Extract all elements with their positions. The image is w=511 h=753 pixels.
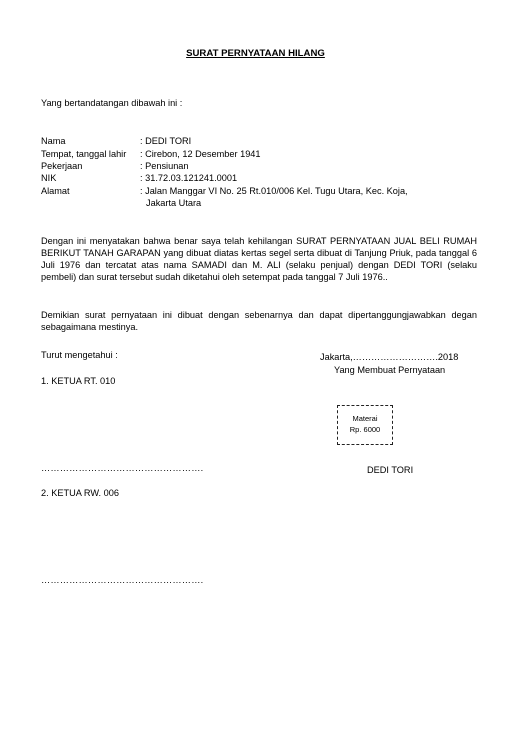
duty-stamp — [337, 405, 393, 445]
place-date: Jakarta,……………………….2018 — [320, 352, 459, 362]
identity-value-address: : Jalan Manggar VI No. 25 Rt.010/006 Kel. Tugu Utara, Kec. Koja, — [140, 186, 408, 196]
witness-2-label: 2. KETUA RW. 006 — [41, 488, 119, 498]
document-title: SURAT PERNYATAAN HILANG — [186, 48, 325, 59]
witness-heading: Turut mengetahui : — [41, 350, 118, 360]
identity-value-address-cont: Jakarta Utara — [146, 198, 202, 208]
witness-1-label: 1. KETUA RT. 010 — [41, 376, 116, 386]
identity-value-name: : DEDI TORI — [140, 136, 192, 146]
identity-value-nik: : 31.72.03.121241.0001 — [140, 173, 238, 183]
identity-label-address: Alamat — [41, 186, 70, 196]
identity-label-occupation: Pekerjaan — [41, 161, 83, 171]
maker-name: DEDI TORI — [367, 465, 414, 475]
witness-2-signature-line: ……………………………………………. — [41, 575, 204, 585]
identity-value-birth: : Cirebon, 12 Desember 1941 — [140, 149, 261, 159]
closing-paragraph: Demikian surat pernyataan ini dibuat dengan sebenarnya dan dapat dipertanggungjawabkan degan sebagaimana mestinya. — [41, 310, 477, 332]
identity-label-name: Nama — [41, 136, 66, 146]
maker-heading: Yang Membuat Pernyataan — [334, 365, 446, 375]
identity-value-occupation: : Pensiunan — [140, 161, 189, 171]
intro-text: Yang bertandatangan dibawah ini : — [41, 98, 183, 108]
stamp-label: Materai — [352, 414, 378, 423]
identity-label-birth: Tempat, tanggal lahir — [41, 149, 127, 159]
identity-label-nik: NIK — [41, 173, 57, 183]
stamp-amount: Rp. 6000 — [349, 424, 381, 434]
statement-paragraph: Dengan ini menyatakan bahwa benar saya telah kehilangan SURAT PERNYATAAN JUAL BELI RUMAH BERIKUT TANAH GARAPAN yang dibuat diatas kertas segel serta dibuat di Tanjung Priuk, pada tanggal 6 Juli 1976 dan tercatat atas nama SAMADI dan M. ALI (selaku penjual) dengan DEDI TORI (selaku pembeli) dan surat tersebut sudah diketahui oleh setempat pada tanggal 7 Juli 1976.. — [41, 236, 477, 282]
witness-1-signature-line: ……………………………………………. — [41, 463, 204, 473]
